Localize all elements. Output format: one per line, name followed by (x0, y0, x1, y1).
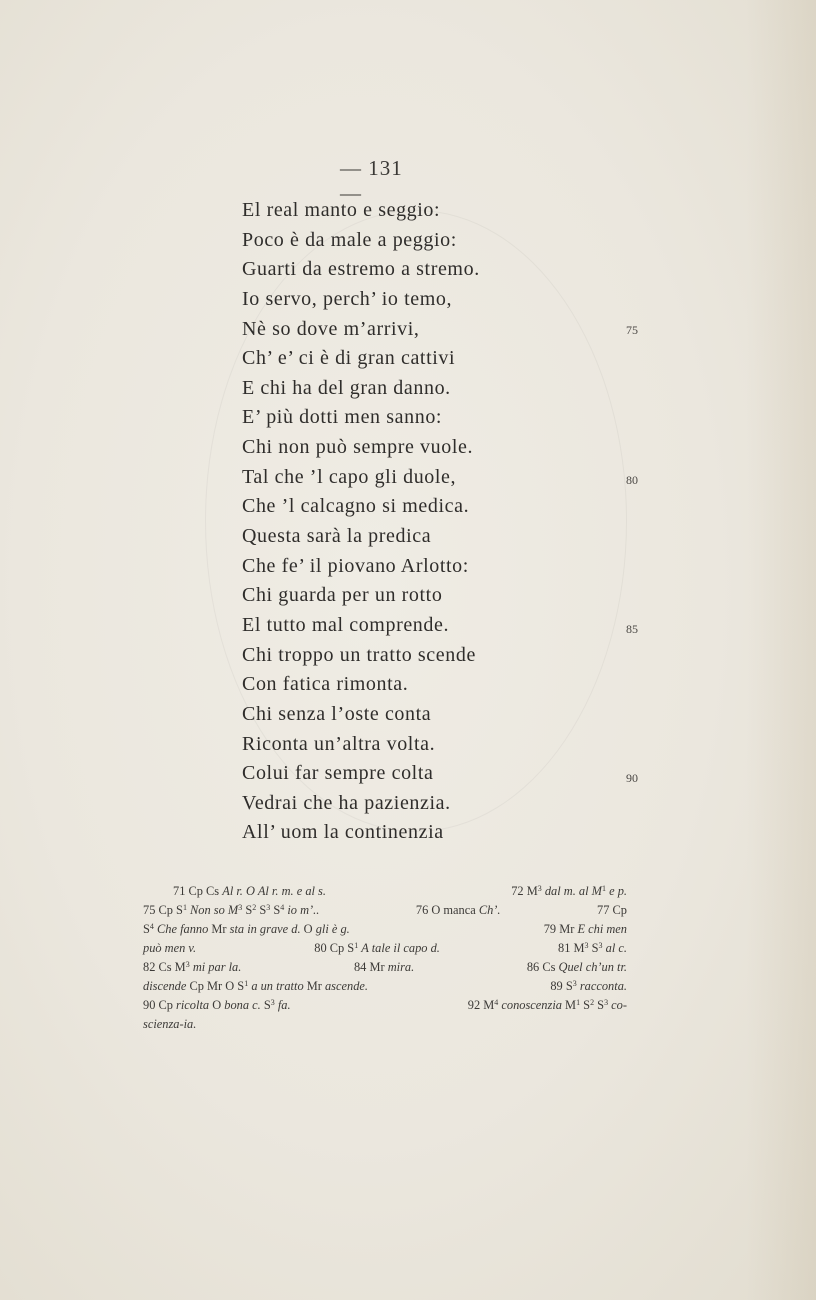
verse-line: Chi non può sempre vuole. (242, 436, 474, 459)
verse-line: Vedrai che ha pazienzia. (242, 791, 451, 814)
verse-line: Riconta un’altra volta. (242, 732, 436, 755)
line-number: 90 (626, 771, 638, 785)
verse-line: El tutto mal comprende. (242, 613, 450, 636)
page-edge-shading (746, 0, 816, 1300)
verse-line: Questa sarà la predica (242, 525, 432, 548)
apparatus-variant: dal m. al M (544, 884, 602, 898)
verse-block (242, 196, 562, 848)
verse-line: Chi guarda per un rotto (242, 584, 443, 607)
verse-line: El real manto e seggio: (242, 199, 441, 221)
apparatus-row: discende Cp Mr O $S^1$ a un tratto Mr ascende. 89 $S^3$ racconta. (143, 979, 627, 993)
verse-line: Ch’ e’ ci è di gran cattivi (242, 347, 456, 370)
apparatus-row: 82 Cs $M^3$ mi par la. 84 Mr mira. 86 Cs Quel ch’un tr. (143, 960, 627, 974)
verse-line: E’ più dotti men sanno: (242, 406, 443, 429)
apparatus-sup: 3 (537, 884, 542, 893)
verse-line: Che ’l calcagno si medica. (242, 495, 470, 518)
line-number: 80 (626, 473, 638, 487)
apparatus-text: 71 Cp Cs (173, 884, 220, 898)
verse-line: Poco è da male a peggio: (242, 228, 457, 251)
verse-line: Io servo, perch’ io temo, (242, 287, 453, 310)
apparatus-sup: 1 (602, 884, 606, 893)
verse-line: Nè so dove m’arrivi, (242, 317, 420, 340)
verse-line: Con fatica rimonta. (242, 673, 409, 696)
verse-line: Chi troppo un tratto scende (242, 643, 476, 666)
apparatus-row: 75 Cp $S^1$ Non so $M^3$ $S^2$ $S^3$ $S^4$ io m’.. 76 O manca Ch’. 77 Cp (143, 903, 627, 917)
apparatus-row: può men v. 80 Cp $S^1$ A tale il capo d. 81 $M^3$ $S^3$ al c. (143, 941, 627, 955)
line-number: 75 (626, 323, 638, 337)
critical-apparatus (143, 882, 627, 1034)
verse-line: Guarti da estremo a stremo. (242, 258, 480, 281)
apparatus-text: 72 M (511, 884, 538, 898)
apparatus-variant: e p. (606, 884, 627, 898)
verse-line: Colui far sempre colta (242, 762, 434, 785)
apparatus-row: 90 Cp ricolta O bona c. $S^3$ fa. 92 $M^4$ conoscenzia $M^1$ $S^2$ $S^3$ co- (143, 998, 627, 1012)
verse-line: Chi senza l’oste conta (242, 702, 432, 725)
verse-line: E chi ha del gran danno. (242, 376, 451, 399)
apparatus-row: $S^4$ Che fanno Mr sta in grave d. O gli è g. 79 Mr E chi men (143, 922, 627, 936)
apparatus-row (143, 882, 627, 901)
page-number: — 131 — (340, 156, 403, 205)
verse-line: All’ uom la continenzia (242, 821, 444, 844)
apparatus-row: scienza-ia. (143, 1017, 197, 1031)
apparatus-variant: Al r. O Al r. m. e al s. (222, 884, 326, 898)
line-number: 85 (626, 622, 638, 636)
verse-line: Tal che ’l capo gli duole, (242, 465, 457, 488)
verse-line: Che fe’ il piovano Arlotto: (242, 554, 469, 577)
